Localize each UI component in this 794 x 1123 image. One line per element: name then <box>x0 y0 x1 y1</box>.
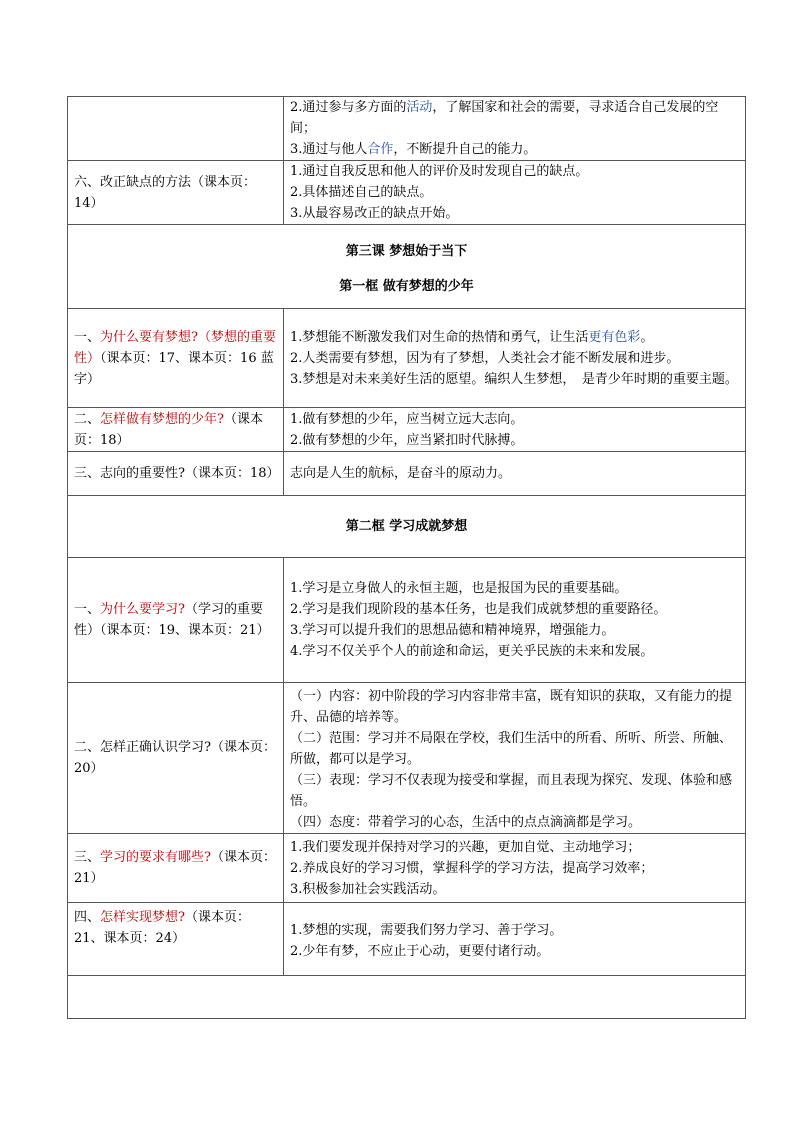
highlight-text: 怎样实现梦想? <box>100 910 185 925</box>
answer-line: 2.少年有梦，不应止于心动，更要付诸行动。 <box>290 944 550 959</box>
answer-line: 1.做有梦想的少年，应当树立远大志向。 <box>290 411 524 427</box>
frame-title: 第一框 做有梦想的少年 <box>339 278 474 294</box>
topic-cell <box>68 683 284 834</box>
topic-cell <box>68 452 284 496</box>
topic-cell <box>68 834 284 903</box>
answer-line: 1.通过自我反思和他人的评价及时发现自己的缺点。 <box>290 164 589 179</box>
table-row <box>68 452 746 496</box>
topic-text: （学习的重要性）（课本页：19、课本页：21） <box>74 602 270 638</box>
answer-line: 1.我们要发现并保持对学习的兴趣，更加自觉、主动地学习； <box>290 839 641 855</box>
answer-text: 3.通过与他人 <box>290 142 368 157</box>
table-row <box>68 903 746 976</box>
answer-line <box>290 327 739 348</box>
topic-cell <box>68 408 284 452</box>
table-row <box>68 683 746 834</box>
answer-line: 3.积极参加社会实践活动。 <box>290 881 446 897</box>
topic-cell <box>68 309 284 408</box>
answer-cell <box>284 558 746 683</box>
answer-line: 1.学习是立身做人的永恒主题，也是报国为民的重要基础。 <box>290 581 628 596</box>
answer-line <box>290 348 739 369</box>
frame-header-row <box>68 496 746 558</box>
answer-line: 2.养成良好的学习习惯，掌握科学的学习方法，提高学习效率； <box>290 860 654 876</box>
answer-line: 3.学习可以提升我们的思想品德和精神境界，增强能力。 <box>290 623 615 638</box>
frame-title: 第二框 学习成就梦想 <box>68 496 746 558</box>
answer-line: （二）范围：学习并不局限在学校，我们生活中的所看、所听、所尝、所触、所做，都可以是学习。 <box>290 731 733 767</box>
study-notes-table <box>67 96 746 1019</box>
answer-line: 1.梦想的实现，需要我们努力学习、善于学习。 <box>290 923 563 938</box>
lesson-header-row <box>68 225 746 309</box>
highlight-text: 学习的要求有哪些? <box>100 850 211 865</box>
answer-text: 2.人类需要有梦想，因为有了梦想，人类社会才能不断发展和进步。 <box>290 350 680 366</box>
table-row <box>68 161 746 225</box>
table-row <box>68 558 746 683</box>
lesson-title: 第三课 梦想始于当下 <box>345 243 468 259</box>
highlight-text: 活动 <box>406 100 433 115</box>
row-right-cell <box>284 97 746 161</box>
answer-cell <box>284 452 746 496</box>
highlight-text: 为什么要学习? <box>100 602 185 617</box>
answer-text: ，了解国家和社会的需要，寻求适合自己发展的空间； <box>290 100 719 136</box>
answer-line: （三）表现：学习不仅表现为接受和掌握，而且表现为探究、发现、体验和感悟。 <box>290 773 733 809</box>
topic-text: 一、 <box>74 602 101 617</box>
answer-cell <box>284 683 746 834</box>
table-row <box>68 834 746 903</box>
answer-text: 1.梦想能不断激发我们对生命的热情和勇气，让生活 <box>290 329 589 345</box>
topic-text: （课本页：21、课本页：24） <box>74 910 251 946</box>
answer-line: 2.具体描述自己的缺点。 <box>290 185 433 200</box>
answer-text: ，不断提升自己的能力。 <box>393 142 537 157</box>
answer-cell <box>284 161 746 225</box>
answer-line: （一）内容：初中阶段的学习内容非常丰富，既有知识的获取，又有能力的提升、品德的培养等。 <box>290 689 733 725</box>
answer-cell <box>284 903 746 976</box>
answer-cell <box>284 408 746 452</box>
topic-text: 三、 <box>74 850 101 865</box>
answer-cell <box>284 309 746 408</box>
answer-line: 4.学习不仅关乎个人的前途和命运，更关乎民族的未来和发展。 <box>290 644 654 659</box>
answer-line <box>290 369 739 390</box>
topic-text: 一、 <box>74 329 101 345</box>
answer-line: 2.学习是我们现阶段的基本任务，也是我们成就梦想的重要路径。 <box>290 602 667 617</box>
answer-line: 志向是人生的航标，是奋斗的原动力。 <box>290 466 512 481</box>
table-row <box>68 408 746 452</box>
topic-text: 二、怎样正确认识学习?（课本页：20） <box>74 740 276 776</box>
topic-text: 三、志向的重要性?（课本页：18） <box>74 466 280 481</box>
lesson-header-cell <box>68 225 746 309</box>
empty-row <box>68 976 746 1019</box>
highlight-text: 更有色彩 <box>588 329 641 345</box>
answer-line: 3.从最容易改正的缺点开始。 <box>290 206 459 221</box>
topic-text: （课本页：17、课本页：16 蓝字） <box>74 350 274 387</box>
topic-cell <box>68 903 284 976</box>
row-left-cell <box>68 97 284 161</box>
highlight-text: 怎样做有梦想的少年? <box>100 411 224 427</box>
topic-cell <box>68 161 284 225</box>
answer-line <box>290 139 739 160</box>
answer-line <box>290 97 739 139</box>
topic-text: （课本页：21） <box>74 850 277 886</box>
answer-line: （四）态度：带着学习的心态，生活中的点点滴滴都是学习。 <box>290 815 642 830</box>
table-row <box>68 97 746 161</box>
answer-cell <box>284 834 746 903</box>
highlight-text: 合作 <box>367 142 394 157</box>
topic-text: 四、 <box>74 910 101 925</box>
empty-cell <box>68 976 746 1019</box>
answer-text: 。 <box>640 329 654 345</box>
highlight-text: 为什么要有梦想?（梦想的重要性） <box>74 329 276 366</box>
answer-line: 2.做有梦想的少年，应当紧扣时代脉搏。 <box>290 432 524 448</box>
topic-cell <box>68 558 284 683</box>
answer-text: 2.通过参与多方面的 <box>290 100 407 115</box>
topic-text: 六、改正缺点的方法（课本页：14） <box>74 174 257 211</box>
topic-text: （课本页：18） <box>74 411 264 448</box>
answer-text: 3.梦想是对未来美好生活的愿望。编织人生梦想， 是青少年时期的重要主题。 <box>290 371 738 387</box>
topic-text: 二、 <box>74 411 101 427</box>
table-row <box>68 309 746 408</box>
